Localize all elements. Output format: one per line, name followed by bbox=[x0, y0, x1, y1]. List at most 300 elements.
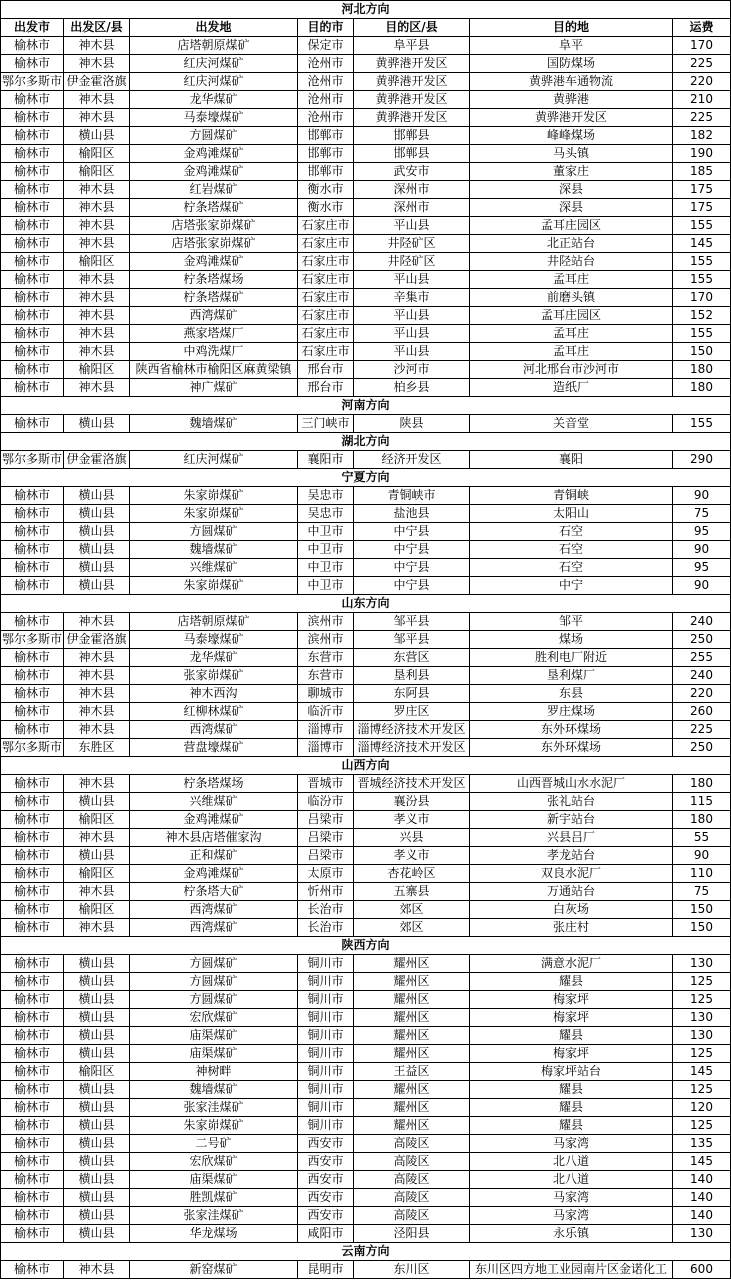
cell-origin-place: 朱家峁煤矿 bbox=[130, 1117, 298, 1135]
cell-origin-district: 榆阳区 bbox=[64, 163, 130, 181]
cell-fare: 180 bbox=[673, 811, 731, 829]
cell-dest-city: 邯郸市 bbox=[298, 163, 354, 181]
cell-fare: 95 bbox=[673, 523, 731, 541]
cell-fare: 250 bbox=[673, 631, 731, 649]
cell-dest-place: 石空 bbox=[470, 523, 673, 541]
cell-dest-place: 张礼站台 bbox=[470, 793, 673, 811]
cell-dest-district: 杏花岭区 bbox=[354, 865, 470, 883]
cell-origin-place: 西湾煤矿 bbox=[130, 901, 298, 919]
table-row bbox=[1, 271, 731, 289]
table-row bbox=[1, 667, 731, 685]
cell-origin-place: 金鸡滩煤矿 bbox=[130, 865, 298, 883]
cell-dest-city: 中卫市 bbox=[298, 577, 354, 595]
cell-origin-district: 横山县 bbox=[64, 1081, 130, 1099]
cell-origin-district: 神木县 bbox=[64, 721, 130, 739]
cell-origin-place: 宏欣煤矿 bbox=[130, 1009, 298, 1027]
cell-dest-place: 胜利电厂附近 bbox=[470, 649, 673, 667]
cell-dest-place: 北八道 bbox=[470, 1153, 673, 1171]
cell-dest-city: 沧州市 bbox=[298, 91, 354, 109]
table-row bbox=[1, 973, 731, 991]
cell-fare: 155 bbox=[673, 415, 731, 433]
cell-origin-district: 横山县 bbox=[64, 847, 130, 865]
cell-fare: 90 bbox=[673, 847, 731, 865]
cell-dest-place: 马头镇 bbox=[470, 145, 673, 163]
cell-origin-district: 神木县 bbox=[64, 775, 130, 793]
cell-origin-city: 榆林市 bbox=[1, 253, 64, 271]
section-row bbox=[1, 469, 731, 487]
cell-origin-district: 神木县 bbox=[64, 217, 130, 235]
cell-dest-city: 吕梁市 bbox=[298, 847, 354, 865]
cell-origin-place: 朱家峁煤矿 bbox=[130, 487, 298, 505]
section-title: 山东方向 bbox=[1, 595, 731, 613]
table-row bbox=[1, 253, 731, 271]
cell-dest-city: 石家庄市 bbox=[298, 325, 354, 343]
header-dest-district: 目的区/县 bbox=[354, 19, 470, 37]
cell-dest-city: 吕梁市 bbox=[298, 811, 354, 829]
section-row bbox=[1, 433, 731, 451]
cell-dest-place: 马家湾 bbox=[470, 1135, 673, 1153]
cell-fare: 155 bbox=[673, 271, 731, 289]
cell-dest-place: 耀县 bbox=[470, 1117, 673, 1135]
cell-origin-district: 榆阳区 bbox=[64, 901, 130, 919]
cell-origin-city: 榆林市 bbox=[1, 577, 64, 595]
cell-dest-city: 邢台市 bbox=[298, 379, 354, 397]
cell-dest-district: 深州市 bbox=[354, 199, 470, 217]
table-row bbox=[1, 631, 731, 649]
cell-dest-district: 黄骅港开发区 bbox=[354, 55, 470, 73]
cell-dest-place: 黄骅港 bbox=[470, 91, 673, 109]
cell-dest-city: 石家庄市 bbox=[298, 253, 354, 271]
cell-origin-place: 兴维煤矿 bbox=[130, 559, 298, 577]
cell-origin-city: 榆林市 bbox=[1, 793, 64, 811]
cell-origin-city: 榆林市 bbox=[1, 415, 64, 433]
cell-origin-city: 榆林市 bbox=[1, 775, 64, 793]
cell-origin-district: 神木县 bbox=[64, 667, 130, 685]
cell-origin-city: 榆林市 bbox=[1, 991, 64, 1009]
section-row bbox=[1, 937, 731, 955]
cell-origin-place: 新窑煤矿 bbox=[130, 1261, 298, 1279]
section-row bbox=[1, 397, 731, 415]
cell-dest-district: 青铜峡市 bbox=[354, 487, 470, 505]
cell-dest-place: 太阳山 bbox=[470, 505, 673, 523]
cell-origin-place: 魏墙煤矿 bbox=[130, 415, 298, 433]
cell-dest-city: 长治市 bbox=[298, 919, 354, 937]
cell-origin-city: 榆林市 bbox=[1, 559, 64, 577]
cell-origin-district: 横山县 bbox=[64, 1045, 130, 1063]
cell-origin-district: 神木县 bbox=[64, 379, 130, 397]
table-row bbox=[1, 415, 731, 433]
cell-origin-district: 神木县 bbox=[64, 685, 130, 703]
cell-dest-city: 邯郸市 bbox=[298, 127, 354, 145]
cell-origin-city: 榆林市 bbox=[1, 271, 64, 289]
cell-dest-place: 双良水泥厂 bbox=[470, 865, 673, 883]
cell-fare: 125 bbox=[673, 1081, 731, 1099]
table-row bbox=[1, 1171, 731, 1189]
cell-origin-place: 神木西沟 bbox=[130, 685, 298, 703]
cell-origin-district: 神木县 bbox=[64, 289, 130, 307]
cell-origin-district: 神木县 bbox=[64, 703, 130, 721]
cell-origin-place: 燕家塔煤厂 bbox=[130, 325, 298, 343]
cell-dest-district: 井陉矿区 bbox=[354, 253, 470, 271]
cell-origin-city: 榆林市 bbox=[1, 55, 64, 73]
cell-dest-city: 东营市 bbox=[298, 649, 354, 667]
cell-origin-district: 横山县 bbox=[64, 487, 130, 505]
cell-dest-city: 襄阳市 bbox=[298, 451, 354, 469]
table-row bbox=[1, 127, 731, 145]
cell-origin-place: 二号矿 bbox=[130, 1135, 298, 1153]
cell-origin-city: 榆林市 bbox=[1, 145, 64, 163]
cell-dest-district: 邹平县 bbox=[354, 613, 470, 631]
cell-origin-city: 榆林市 bbox=[1, 217, 64, 235]
cell-dest-district: 耀州区 bbox=[354, 1009, 470, 1027]
cell-dest-place: 深县 bbox=[470, 181, 673, 199]
cell-dest-district: 晋城经济技术开发区 bbox=[354, 775, 470, 793]
table-row bbox=[1, 1189, 731, 1207]
cell-dest-place: 国防煤场 bbox=[470, 55, 673, 73]
cell-origin-city: 榆林市 bbox=[1, 1027, 64, 1045]
cell-origin-city: 榆林市 bbox=[1, 1063, 64, 1081]
cell-dest-district: 耀州区 bbox=[354, 973, 470, 991]
cell-fare: 150 bbox=[673, 343, 731, 361]
cell-origin-place: 兴维煤矿 bbox=[130, 793, 298, 811]
cell-origin-district: 伊金霍洛旗 bbox=[64, 73, 130, 91]
cell-origin-place: 柠条塔煤场 bbox=[130, 775, 298, 793]
cell-dest-city: 临沂市 bbox=[298, 703, 354, 721]
cell-origin-place: 方圆煤矿 bbox=[130, 973, 298, 991]
cell-fare: 125 bbox=[673, 991, 731, 1009]
cell-fare: 135 bbox=[673, 1135, 731, 1153]
cell-dest-place: 石空 bbox=[470, 541, 673, 559]
cell-origin-city: 榆林市 bbox=[1, 1045, 64, 1063]
table-row bbox=[1, 109, 731, 127]
cell-dest-city: 铜川市 bbox=[298, 1045, 354, 1063]
cell-dest-place: 关音堂 bbox=[470, 415, 673, 433]
cell-dest-city: 西安市 bbox=[298, 1189, 354, 1207]
cell-origin-district: 榆阳区 bbox=[64, 361, 130, 379]
cell-dest-city: 铜川市 bbox=[298, 1081, 354, 1099]
cell-dest-place: 孟耳庄园区 bbox=[470, 307, 673, 325]
cell-dest-city: 衡水市 bbox=[298, 181, 354, 199]
cell-fare: 140 bbox=[673, 1189, 731, 1207]
cell-fare: 225 bbox=[673, 721, 731, 739]
cell-dest-place: 山西晋城山水水泥厂 bbox=[470, 775, 673, 793]
table-row bbox=[1, 217, 731, 235]
cell-dest-district: 陕县 bbox=[354, 415, 470, 433]
cell-dest-district: 平山县 bbox=[354, 271, 470, 289]
cell-fare: 115 bbox=[673, 793, 731, 811]
cell-origin-city: 榆林市 bbox=[1, 1099, 64, 1117]
cell-fare: 250 bbox=[673, 739, 731, 757]
table-row bbox=[1, 91, 731, 109]
cell-dest-district: 黄骅港开发区 bbox=[354, 91, 470, 109]
cell-origin-district: 横山县 bbox=[64, 1225, 130, 1243]
table-row bbox=[1, 307, 731, 325]
table-row bbox=[1, 451, 731, 469]
table-row bbox=[1, 325, 731, 343]
cell-origin-place: 金鸡滩煤矿 bbox=[130, 811, 298, 829]
cell-dest-city: 临汾市 bbox=[298, 793, 354, 811]
cell-origin-place: 胜凯煤矿 bbox=[130, 1189, 298, 1207]
cell-origin-place: 马泰壕煤矿 bbox=[130, 631, 298, 649]
cell-dest-city: 滨州市 bbox=[298, 631, 354, 649]
cell-dest-place: 梅家坪站台 bbox=[470, 1063, 673, 1081]
cell-fare: 225 bbox=[673, 55, 731, 73]
cell-origin-district: 榆阳区 bbox=[64, 811, 130, 829]
cell-dest-district: 柏乡县 bbox=[354, 379, 470, 397]
cell-origin-district: 横山县 bbox=[64, 1009, 130, 1027]
cell-dest-district: 淄博经济技术开发区 bbox=[354, 739, 470, 757]
cell-origin-city: 榆林市 bbox=[1, 523, 64, 541]
cell-dest-district: 黄骅港开发区 bbox=[354, 73, 470, 91]
cell-dest-place: 青铜峡 bbox=[470, 487, 673, 505]
cell-dest-place: 孟耳庄园区 bbox=[470, 217, 673, 235]
cell-fare: 125 bbox=[673, 1045, 731, 1063]
cell-dest-district: 平山县 bbox=[354, 217, 470, 235]
cell-origin-district: 伊金霍洛旗 bbox=[64, 451, 130, 469]
cell-dest-city: 铜川市 bbox=[298, 1027, 354, 1045]
cell-dest-district: 耀州区 bbox=[354, 1045, 470, 1063]
cell-dest-place: 孟耳庄 bbox=[470, 343, 673, 361]
table-row bbox=[1, 163, 731, 181]
cell-origin-district: 横山县 bbox=[64, 1027, 130, 1045]
table-row bbox=[1, 865, 731, 883]
cell-origin-district: 神木县 bbox=[64, 343, 130, 361]
cell-origin-district: 榆阳区 bbox=[64, 253, 130, 271]
cell-origin-city: 榆林市 bbox=[1, 505, 64, 523]
cell-origin-district: 横山县 bbox=[64, 1117, 130, 1135]
cell-fare: 90 bbox=[673, 541, 731, 559]
cell-fare: 75 bbox=[673, 505, 731, 523]
cell-dest-city: 长治市 bbox=[298, 901, 354, 919]
table-row bbox=[1, 721, 731, 739]
cell-origin-district: 榆阳区 bbox=[64, 1063, 130, 1081]
cell-dest-district: 经济开发区 bbox=[354, 451, 470, 469]
cell-dest-city: 淄博市 bbox=[298, 721, 354, 739]
cell-dest-district: 东营区 bbox=[354, 649, 470, 667]
cell-dest-place: 襄阳 bbox=[470, 451, 673, 469]
cell-fare: 90 bbox=[673, 577, 731, 595]
cell-origin-district: 横山县 bbox=[64, 577, 130, 595]
cell-dest-district: 耀州区 bbox=[354, 1027, 470, 1045]
cell-origin-place: 华龙煤场 bbox=[130, 1225, 298, 1243]
cell-fare: 190 bbox=[673, 145, 731, 163]
cell-fare: 182 bbox=[673, 127, 731, 145]
cell-origin-city: 榆林市 bbox=[1, 127, 64, 145]
cell-dest-city: 昆明市 bbox=[298, 1261, 354, 1279]
cell-dest-city: 三门峡市 bbox=[298, 415, 354, 433]
cell-dest-district: 高陵区 bbox=[354, 1135, 470, 1153]
cell-dest-city: 石家庄市 bbox=[298, 343, 354, 361]
cell-dest-city: 太原市 bbox=[298, 865, 354, 883]
table-row bbox=[1, 199, 731, 217]
table-row bbox=[1, 649, 731, 667]
cell-origin-place: 朱家峁煤矿 bbox=[130, 577, 298, 595]
cell-origin-place: 店塔张家峁煤矿 bbox=[130, 217, 298, 235]
header-origin-place: 出发地 bbox=[130, 19, 298, 37]
cell-origin-place: 红柳林煤矿 bbox=[130, 703, 298, 721]
cell-fare: 130 bbox=[673, 1009, 731, 1027]
header-dest-city: 目的市 bbox=[298, 19, 354, 37]
cell-origin-city: 榆林市 bbox=[1, 667, 64, 685]
table-row bbox=[1, 1225, 731, 1243]
cell-fare: 185 bbox=[673, 163, 731, 181]
cell-dest-place: 新宇站台 bbox=[470, 811, 673, 829]
cell-origin-place: 柠条塔煤矿 bbox=[130, 199, 298, 217]
table-row bbox=[1, 181, 731, 199]
cell-origin-district: 榆阳区 bbox=[64, 865, 130, 883]
cell-origin-place: 柠条塔大矿 bbox=[130, 883, 298, 901]
cell-origin-city: 鄂尔多斯市 bbox=[1, 451, 64, 469]
table-row bbox=[1, 1045, 731, 1063]
cell-dest-district: 邯郸县 bbox=[354, 127, 470, 145]
cell-origin-city: 榆林市 bbox=[1, 955, 64, 973]
cell-dest-city: 忻州市 bbox=[298, 883, 354, 901]
cell-origin-city: 榆林市 bbox=[1, 109, 64, 127]
cell-dest-city: 石家庄市 bbox=[298, 289, 354, 307]
table-row bbox=[1, 1027, 731, 1045]
cell-dest-district: 兴县 bbox=[354, 829, 470, 847]
table-row bbox=[1, 613, 731, 631]
table-row bbox=[1, 37, 731, 55]
cell-fare: 125 bbox=[673, 1117, 731, 1135]
table-row bbox=[1, 505, 731, 523]
cell-dest-district: 平山县 bbox=[354, 307, 470, 325]
cell-fare: 180 bbox=[673, 379, 731, 397]
table-row bbox=[1, 1117, 731, 1135]
cell-dest-place: 井陉站台 bbox=[470, 253, 673, 271]
cell-dest-place: 东川区四方地工业园南片区金诺化工 bbox=[470, 1261, 673, 1279]
table-row bbox=[1, 919, 731, 937]
cell-fare: 90 bbox=[673, 487, 731, 505]
cell-origin-place: 庙渠煤矿 bbox=[130, 1027, 298, 1045]
cell-origin-place: 庙渠煤矿 bbox=[130, 1171, 298, 1189]
cell-origin-city: 榆林市 bbox=[1, 721, 64, 739]
cell-dest-city: 石家庄市 bbox=[298, 217, 354, 235]
cell-origin-city: 榆林市 bbox=[1, 1189, 64, 1207]
cell-fare: 220 bbox=[673, 685, 731, 703]
cell-dest-city: 石家庄市 bbox=[298, 307, 354, 325]
cell-dest-place: 河北邢台市沙河市 bbox=[470, 361, 673, 379]
cell-fare: 600 bbox=[673, 1261, 731, 1279]
table-row bbox=[1, 1135, 731, 1153]
cell-fare: 220 bbox=[673, 73, 731, 91]
cell-origin-place: 红庆河煤矿 bbox=[130, 73, 298, 91]
cell-origin-place: 张家峁煤矿 bbox=[130, 667, 298, 685]
cell-dest-city: 邯郸市 bbox=[298, 145, 354, 163]
cell-dest-place: 梅家坪 bbox=[470, 1009, 673, 1027]
cell-dest-district: 中宁县 bbox=[354, 523, 470, 541]
cell-origin-place: 金鸡滩煤矿 bbox=[130, 145, 298, 163]
cell-fare: 240 bbox=[673, 667, 731, 685]
cell-origin-district: 神木县 bbox=[64, 181, 130, 199]
cell-origin-city: 榆林市 bbox=[1, 307, 64, 325]
section-row bbox=[1, 595, 731, 613]
cell-dest-city: 铜川市 bbox=[298, 973, 354, 991]
cell-origin-place: 魏墙煤矿 bbox=[130, 1081, 298, 1099]
cell-origin-place: 店塔张家峁煤矿 bbox=[130, 235, 298, 253]
cell-dest-city: 西安市 bbox=[298, 1135, 354, 1153]
table-row bbox=[1, 487, 731, 505]
table-row bbox=[1, 1081, 731, 1099]
cell-origin-district: 神木县 bbox=[64, 307, 130, 325]
cell-origin-place: 金鸡滩煤矿 bbox=[130, 163, 298, 181]
table-row bbox=[1, 541, 731, 559]
cell-origin-district: 横山县 bbox=[64, 1171, 130, 1189]
cell-origin-district: 横山县 bbox=[64, 1135, 130, 1153]
cell-dest-district: 高陵区 bbox=[354, 1171, 470, 1189]
cell-fare: 120 bbox=[673, 1099, 731, 1117]
cell-fare: 150 bbox=[673, 901, 731, 919]
section-title: 陕西方向 bbox=[1, 937, 731, 955]
cell-fare: 260 bbox=[673, 703, 731, 721]
cell-dest-place: 孝龙站台 bbox=[470, 847, 673, 865]
cell-origin-district: 榆阳区 bbox=[64, 145, 130, 163]
table-row bbox=[1, 703, 731, 721]
cell-origin-city: 榆林市 bbox=[1, 685, 64, 703]
cell-dest-district: 中宁县 bbox=[354, 577, 470, 595]
cell-dest-city: 西安市 bbox=[298, 1171, 354, 1189]
cell-origin-place: 店塔朝原煤矿 bbox=[130, 613, 298, 631]
cell-dest-district: 邹平县 bbox=[354, 631, 470, 649]
cell-origin-city: 榆林市 bbox=[1, 541, 64, 559]
cell-origin-district: 横山县 bbox=[64, 523, 130, 541]
cell-origin-place: 神木县店塔催家沟 bbox=[130, 829, 298, 847]
cell-dest-district: 耀州区 bbox=[354, 1117, 470, 1135]
cell-dest-place: 梅家坪 bbox=[470, 991, 673, 1009]
cell-dest-place: 峰峰煤场 bbox=[470, 127, 673, 145]
cell-dest-district: 五寨县 bbox=[354, 883, 470, 901]
cell-origin-city: 榆林市 bbox=[1, 199, 64, 217]
cell-origin-place: 西湾煤矿 bbox=[130, 307, 298, 325]
cell-dest-district: 东阿县 bbox=[354, 685, 470, 703]
cell-dest-district: 高陵区 bbox=[354, 1153, 470, 1171]
cell-origin-city: 榆林市 bbox=[1, 1009, 64, 1027]
cell-origin-place: 柠条塔煤矿 bbox=[130, 289, 298, 307]
cell-dest-place: 张庄村 bbox=[470, 919, 673, 937]
cell-fare: 140 bbox=[673, 1171, 731, 1189]
cell-fare: 110 bbox=[673, 865, 731, 883]
cell-origin-place: 西湾煤矿 bbox=[130, 919, 298, 937]
cell-fare: 125 bbox=[673, 973, 731, 991]
cell-fare: 170 bbox=[673, 37, 731, 55]
cell-dest-place: 耀县 bbox=[470, 973, 673, 991]
cell-fare: 180 bbox=[673, 361, 731, 379]
cell-dest-place: 造纸厂 bbox=[470, 379, 673, 397]
section-title: 湖北方向 bbox=[1, 433, 731, 451]
cell-dest-place: 东外环煤场 bbox=[470, 739, 673, 757]
table-row bbox=[1, 955, 731, 973]
cell-fare: 155 bbox=[673, 217, 731, 235]
cell-dest-place: 孟耳庄 bbox=[470, 271, 673, 289]
cell-fare: 95 bbox=[673, 559, 731, 577]
cell-dest-place: 黄骅港开发区 bbox=[470, 109, 673, 127]
cell-origin-city: 榆林市 bbox=[1, 325, 64, 343]
cell-origin-city: 榆林市 bbox=[1, 343, 64, 361]
cell-dest-city: 石家庄市 bbox=[298, 235, 354, 253]
cell-origin-district: 神木县 bbox=[64, 613, 130, 631]
cell-dest-place: 前磨头镇 bbox=[470, 289, 673, 307]
cell-fare: 130 bbox=[673, 1027, 731, 1045]
header-fare: 运费 bbox=[673, 19, 731, 37]
cell-dest-place: 孟耳庄 bbox=[470, 325, 673, 343]
cell-origin-district: 神木县 bbox=[64, 235, 130, 253]
cell-origin-city: 榆林市 bbox=[1, 847, 64, 865]
cell-origin-place: 宏欣煤矿 bbox=[130, 1153, 298, 1171]
table-row bbox=[1, 775, 731, 793]
cell-origin-place: 方圆煤矿 bbox=[130, 127, 298, 145]
cell-dest-place: 煤场 bbox=[470, 631, 673, 649]
cell-dest-place: 黄骅港车通物流 bbox=[470, 73, 673, 91]
